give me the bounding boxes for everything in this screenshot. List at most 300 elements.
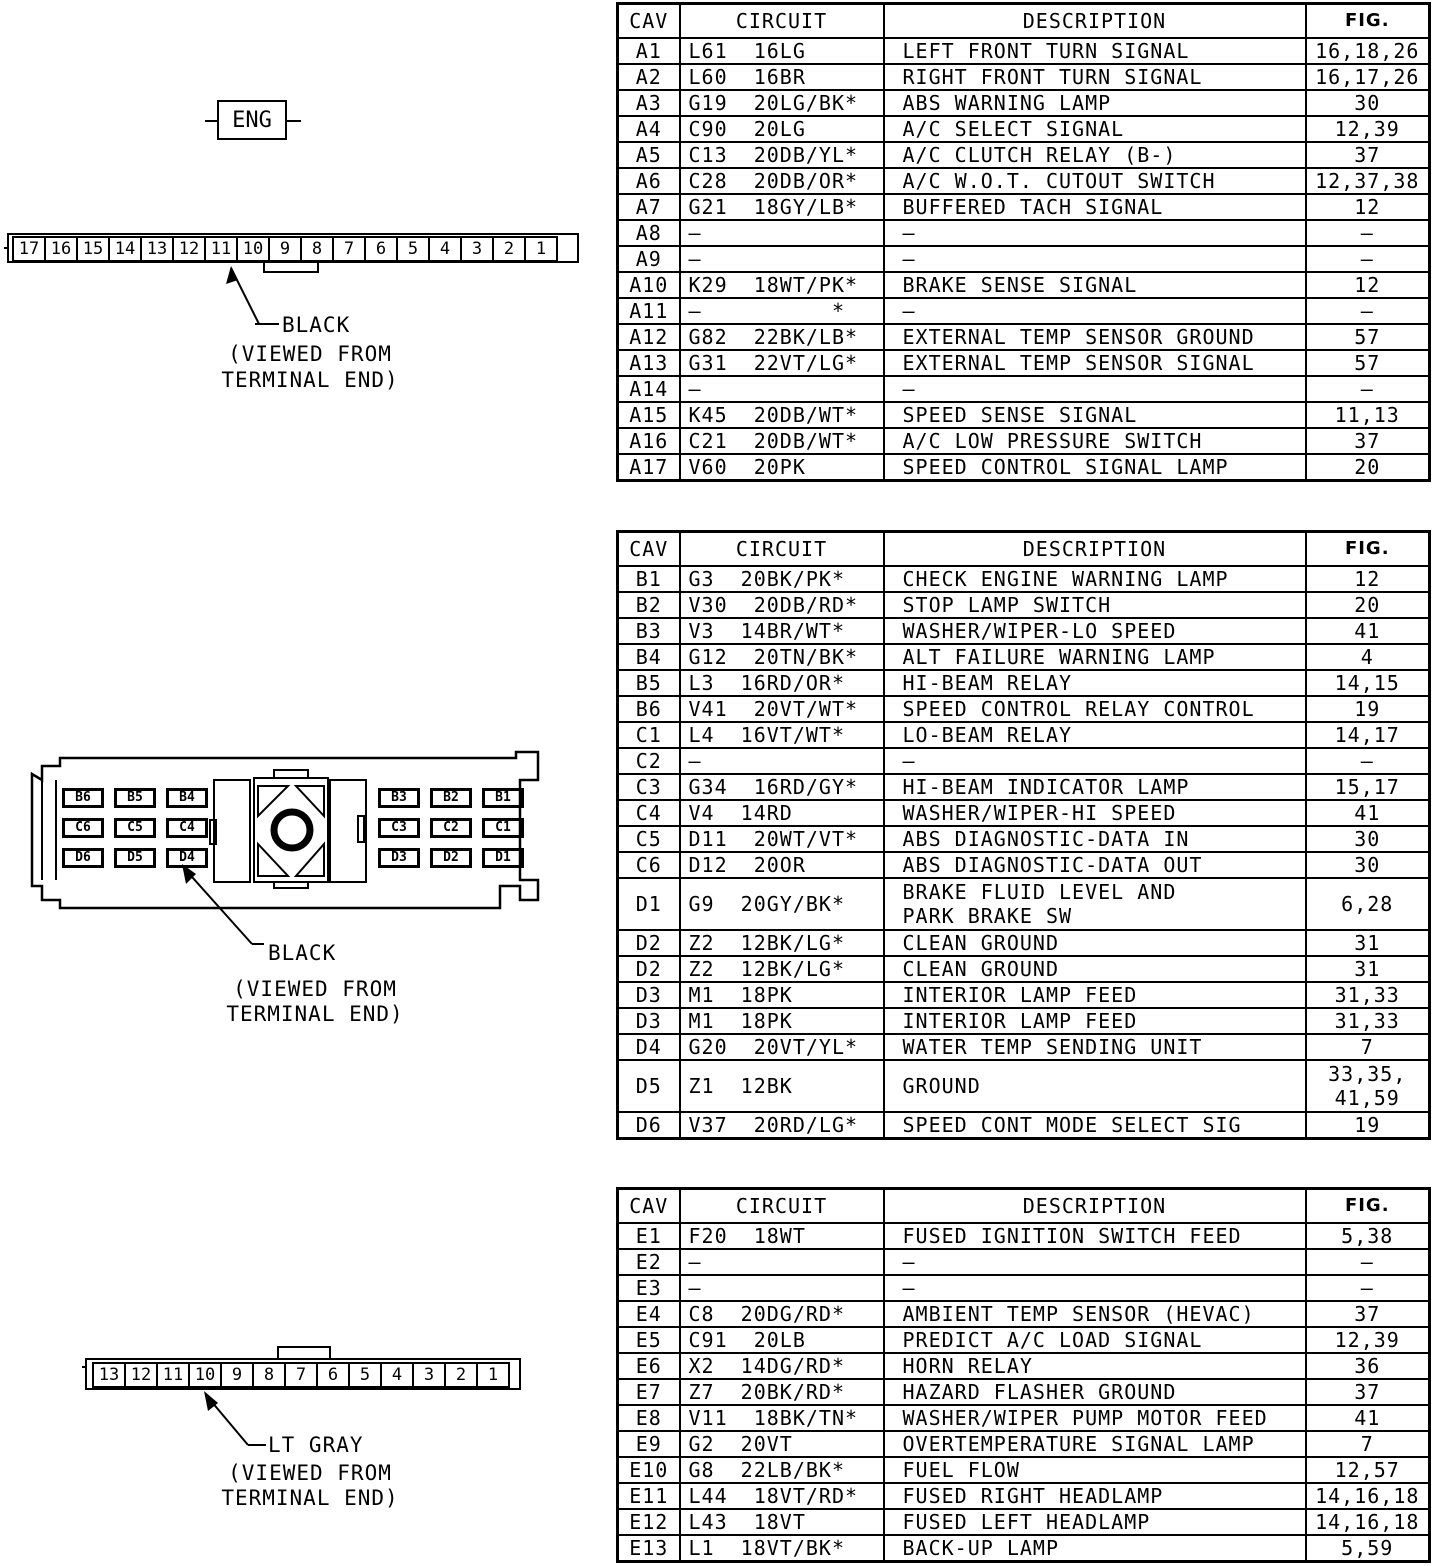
cell-circuit: K45 20DB/WT* — [680, 402, 884, 428]
header-circuit: CIRCUIT — [680, 4, 884, 39]
table-row — [618, 168, 1430, 194]
cell-circuit: C28 20DB/OR* — [680, 168, 884, 194]
cell-circuit: K29 18WT/PK* — [680, 272, 884, 298]
cell-cav: A6 — [618, 168, 680, 194]
pin-cavity: 1 — [487, 1365, 499, 1385]
cell-cav: E6 — [618, 1353, 680, 1379]
connector-3-view-1: (VIEWED FROM — [228, 1461, 392, 1485]
table-row — [618, 298, 1430, 324]
cell-cav: D3 — [618, 1008, 680, 1034]
cell-cav: E1 — [618, 1223, 680, 1249]
cell-fig: 37 — [1306, 428, 1430, 454]
connector-1-pins — [12, 236, 558, 262]
table-row — [618, 1008, 1430, 1034]
cell-circuit: G31 22VT/LG* — [680, 350, 884, 376]
cell-circuit: — — [680, 1249, 884, 1275]
cell-cav: D5 — [618, 1060, 680, 1112]
cell-cav: A13 — [618, 350, 680, 376]
cell-description: EXTERNAL TEMP SENSOR GROUND — [884, 324, 1306, 350]
cell-fig: 31,33 — [1306, 982, 1430, 1008]
cell-circuit: V11 18BK/TN* — [680, 1405, 884, 1431]
cell-description: SPEED CONT MODE SELECT SIG — [884, 1112, 1306, 1139]
table-row — [618, 246, 1430, 272]
cell-cav: D3 — [618, 982, 680, 1008]
cell-description: SPEED SENSE SIGNAL — [884, 402, 1306, 428]
cell-circuit: Z7 20BK/RD* — [680, 1379, 884, 1405]
pin-cavity: 17 — [14, 238, 46, 260]
table-row — [618, 644, 1430, 670]
cell-cav: A7 — [618, 194, 680, 220]
cell-description: FUSED LEFT HEADLAMP — [884, 1509, 1306, 1535]
cell-cav: A17 — [618, 454, 680, 481]
cell-circuit: G8 22LB/BK* — [680, 1457, 884, 1483]
pin-cavity: 12 — [126, 1364, 158, 1386]
table-row — [618, 220, 1430, 246]
cell-cav: E10 — [618, 1457, 680, 1483]
cell-fig: 12 — [1306, 272, 1430, 298]
pin-cavity: 10 — [238, 238, 270, 260]
pin-cavity: 1 — [535, 239, 547, 259]
cell-description: BUFFERED TACH SIGNAL — [884, 194, 1306, 220]
cell-fig: — — [1306, 748, 1430, 774]
header-description: DESCRIPTION — [884, 1189, 1306, 1224]
cell-cav: B2 — [618, 592, 680, 618]
cell-circuit: C21 20DB/WT* — [680, 428, 884, 454]
table-row — [618, 1483, 1430, 1509]
connector-2-color: BLACK — [268, 941, 337, 965]
cell-description: FUEL FLOW — [884, 1457, 1306, 1483]
table-row — [618, 618, 1430, 644]
pin-cavity: 13 — [94, 1364, 126, 1386]
cell-cav: E3 — [618, 1275, 680, 1301]
cell-circuit: V37 20RD/LG* — [680, 1112, 884, 1139]
connector-2-view-2: TERMINAL END) — [226, 1002, 404, 1026]
cell-cav: E4 — [618, 1301, 680, 1327]
header-description: DESCRIPTION — [884, 532, 1306, 567]
pin-cavity: 13 — [142, 238, 174, 260]
cell-fig: 5,59 — [1306, 1535, 1430, 1562]
cell-circuit: C90 20LG — [680, 116, 884, 142]
table-row — [618, 670, 1430, 696]
connector-3-color: LT GRAY — [268, 1433, 364, 1457]
cell-description: BRAKE SENSE SIGNAL — [884, 272, 1306, 298]
cell-cav: D1 — [618, 878, 680, 930]
cell-cav: B6 — [618, 696, 680, 722]
cell-description: SPEED CONTROL SIGNAL LAMP — [884, 454, 1306, 481]
header-cav: CAV — [618, 4, 680, 39]
pin-cavity: 10 — [190, 1364, 222, 1386]
cell-fig: — — [1306, 220, 1430, 246]
cell-circuit: G12 20TN/BK* — [680, 644, 884, 670]
cell-description: A/C LOW PRESSURE SWITCH — [884, 428, 1306, 454]
cell-cav: C1 — [618, 722, 680, 748]
cell-cav: C3 — [618, 774, 680, 800]
cell-description: WATER TEMP SENDING UNIT — [884, 1034, 1306, 1060]
cell-circuit: M1 18PK — [680, 1008, 884, 1034]
pinout-table-e — [616, 1187, 1431, 1563]
pin-cavity: 11 — [158, 1364, 190, 1386]
cell-circuit: L43 18VT — [680, 1509, 884, 1535]
cell-description: CLEAN GROUND — [884, 930, 1306, 956]
pin-cavity: 5 — [350, 1364, 382, 1386]
cell-circuit: G20 20VT/YL* — [680, 1034, 884, 1060]
cell-circuit: — — [680, 748, 884, 774]
table-row — [618, 1034, 1430, 1060]
cell-description: — — [884, 220, 1306, 246]
cell-circuit: V30 20DB/RD* — [680, 592, 884, 618]
cell-cav: C6 — [618, 852, 680, 878]
cell-cav: D2 — [618, 930, 680, 956]
table-row — [618, 350, 1430, 376]
table-row — [618, 800, 1430, 826]
cell-description: A/C W.O.T. CUTOUT SWITCH — [884, 168, 1306, 194]
cell-circuit: L44 18VT/RD* — [680, 1483, 884, 1509]
cavity-label: C5 — [114, 818, 156, 838]
table-row — [618, 956, 1430, 982]
cell-circuit: C8 20DG/RD* — [680, 1301, 884, 1327]
cell-circuit: D12 20OR — [680, 852, 884, 878]
cell-fig: — — [1306, 246, 1430, 272]
cell-description: EXTERNAL TEMP SENSOR SIGNAL — [884, 350, 1306, 376]
table-row — [618, 1431, 1430, 1457]
cavity-label: C6 — [62, 818, 104, 838]
header-fig: FIG. — [1306, 4, 1430, 39]
cell-circuit: G82 22BK/LB* — [680, 324, 884, 350]
table-row — [618, 194, 1430, 220]
cell-fig: 11,13 — [1306, 402, 1430, 428]
table-row — [618, 878, 1430, 930]
table-header — [618, 4, 1430, 39]
pin-cavity: 2 — [446, 1364, 478, 1386]
header-description: DESCRIPTION — [884, 4, 1306, 39]
cell-fig: 14,15 — [1306, 670, 1430, 696]
table-row — [618, 1405, 1430, 1431]
cell-cav: D4 — [618, 1034, 680, 1060]
cell-circuit: L3 16RD/OR* — [680, 670, 884, 696]
table-row — [618, 930, 1430, 956]
cell-circuit: Z1 12BK — [680, 1060, 884, 1112]
cell-cav: A4 — [618, 116, 680, 142]
cell-description: PREDICT A/C LOAD SIGNAL — [884, 1327, 1306, 1353]
cell-description: FUSED IGNITION SWITCH FEED — [884, 1223, 1306, 1249]
cell-description: — — [884, 246, 1306, 272]
cell-circuit: G21 18GY/LB* — [680, 194, 884, 220]
table-row — [618, 324, 1430, 350]
cell-circuit: G2 20VT — [680, 1431, 884, 1457]
cell-fig: 41 — [1306, 618, 1430, 644]
cavity-label: B4 — [166, 788, 208, 808]
cell-cav: E11 — [618, 1483, 680, 1509]
cell-circuit: F20 18WT — [680, 1223, 884, 1249]
cell-circuit: V41 20VT/WT* — [680, 696, 884, 722]
cell-circuit: L60 16BR — [680, 64, 884, 90]
cell-cav: A16 — [618, 428, 680, 454]
cell-cav: B1 — [618, 566, 680, 592]
cell-cav: A2 — [618, 64, 680, 90]
cell-description: ABS DIAGNOSTIC-DATA OUT — [884, 852, 1306, 878]
cell-description: ABS DIAGNOSTIC-DATA IN — [884, 826, 1306, 852]
cell-circuit: L4 16VT/WT* — [680, 722, 884, 748]
table-header — [618, 1189, 1430, 1224]
cell-cav: E12 — [618, 1509, 680, 1535]
cell-fig: 19 — [1306, 1112, 1430, 1139]
connector-3-view-2: TERMINAL END) — [221, 1486, 399, 1510]
cell-fig: 57 — [1306, 350, 1430, 376]
pin-cavity: 3 — [414, 1364, 446, 1386]
connector-2-view-1: (VIEWED FROM — [233, 977, 397, 1001]
cell-description: AMBIENT TEMP SENSOR (HEVAC) — [884, 1301, 1306, 1327]
cell-circuit: Z2 12BK/LG* — [680, 956, 884, 982]
cell-fig: 30 — [1306, 826, 1430, 852]
cell-description: BRAKE FLUID LEVEL AND PARK BRAKE SW — [884, 878, 1306, 930]
table-row — [618, 64, 1430, 90]
cell-fig: 14,16,18 — [1306, 1483, 1430, 1509]
cavity-label: D5 — [114, 848, 156, 868]
header-circuit: CIRCUIT — [680, 532, 884, 567]
cell-fig: 4 — [1306, 644, 1430, 670]
cell-fig: 20 — [1306, 592, 1430, 618]
cell-fig: 30 — [1306, 852, 1430, 878]
cell-fig: 15,17 — [1306, 774, 1430, 800]
cell-fig: — — [1306, 376, 1430, 402]
table-row — [618, 826, 1430, 852]
cell-circuit: G9 20GY/BK* — [680, 878, 884, 930]
cell-circuit: M1 18PK — [680, 982, 884, 1008]
cell-circuit: L61 16LG — [680, 38, 884, 64]
pin-cavity: 4 — [430, 238, 462, 260]
cell-fig: 14,17 — [1306, 722, 1430, 748]
table-row — [618, 982, 1430, 1008]
cell-circuit: D11 20WT/VT* — [680, 826, 884, 852]
cell-cav: A9 — [618, 246, 680, 272]
table-row — [618, 852, 1430, 878]
table-row — [618, 428, 1430, 454]
cell-description: CLEAN GROUND — [884, 956, 1306, 982]
cavity-label: B5 — [114, 788, 156, 808]
table-row — [618, 774, 1430, 800]
cavity-label: D3 — [378, 848, 420, 868]
cell-cav: E13 — [618, 1535, 680, 1562]
cavity-label: B1 — [482, 788, 524, 808]
cell-description: ABS WARNING LAMP — [884, 90, 1306, 116]
cell-description: GROUND — [884, 1060, 1306, 1112]
cavity-label: D6 — [62, 848, 104, 868]
cell-cav: E8 — [618, 1405, 680, 1431]
cell-description: CHECK ENGINE WARNING LAMP — [884, 566, 1306, 592]
pin-cavity: 9 — [222, 1364, 254, 1386]
cavity-label: C4 — [166, 818, 208, 838]
cell-fig: — — [1306, 1249, 1430, 1275]
cell-fig: 37 — [1306, 142, 1430, 168]
pin-cavity: 7 — [334, 238, 366, 260]
cell-circuit: Z2 12BK/LG* — [680, 930, 884, 956]
cell-description: HI-BEAM RELAY — [884, 670, 1306, 696]
cell-cav: E7 — [618, 1379, 680, 1405]
cell-circuit: V3 14BR/WT* — [680, 618, 884, 644]
cell-circuit: X2 14DG/RD* — [680, 1353, 884, 1379]
table-row — [618, 1353, 1430, 1379]
table-row — [618, 1275, 1430, 1301]
cell-fig: 5,38 — [1306, 1223, 1430, 1249]
cell-fig: 37 — [1306, 1379, 1430, 1405]
cell-fig: 41 — [1306, 1405, 1430, 1431]
table-header — [618, 532, 1430, 567]
cell-cav: D6 — [618, 1112, 680, 1139]
header-fig: FIG. — [1306, 1189, 1430, 1224]
cell-description: — — [884, 1249, 1306, 1275]
cell-fig: 36 — [1306, 1353, 1430, 1379]
cell-cav: E9 — [618, 1431, 680, 1457]
cell-cav: A1 — [618, 38, 680, 64]
cell-description: LEFT FRONT TURN SIGNAL — [884, 38, 1306, 64]
cell-circuit: C91 20LB — [680, 1327, 884, 1353]
table-row — [618, 1223, 1430, 1249]
cell-description: HI-BEAM INDICATOR LAMP — [884, 774, 1306, 800]
table-row — [618, 1535, 1430, 1562]
cell-description: STOP LAMP SWITCH — [884, 592, 1306, 618]
cell-description: HAZARD FLASHER GROUND — [884, 1379, 1306, 1405]
cell-cav: A14 — [618, 376, 680, 402]
cell-cav: A12 — [618, 324, 680, 350]
header-circuit: CIRCUIT — [680, 1189, 884, 1224]
cell-fig: 12,37,38 — [1306, 168, 1430, 194]
cavity-label: C3 — [378, 818, 420, 838]
cell-circuit: — — [680, 1275, 884, 1301]
cell-cav: A15 — [618, 402, 680, 428]
cell-description: HORN RELAY — [884, 1353, 1306, 1379]
cell-circuit: C13 20DB/YL* — [680, 142, 884, 168]
cell-description: RIGHT FRONT TURN SIGNAL — [884, 64, 1306, 90]
cell-fig: 12,57 — [1306, 1457, 1430, 1483]
cell-fig: 57 — [1306, 324, 1430, 350]
cavity-label: B2 — [430, 788, 472, 808]
cell-fig: — — [1306, 298, 1430, 324]
cell-circuit: — — [680, 220, 884, 246]
cell-description: WASHER/WIPER PUMP MOTOR FEED — [884, 1405, 1306, 1431]
pin-cavity: 4 — [382, 1364, 414, 1386]
table-row — [618, 116, 1430, 142]
cell-description: — — [884, 298, 1306, 324]
table-row — [618, 566, 1430, 592]
cavity-label: C2 — [430, 818, 472, 838]
cell-description: — — [884, 1275, 1306, 1301]
cell-cav: D2 — [618, 956, 680, 982]
cell-description: INTERIOR LAMP FEED — [884, 1008, 1306, 1034]
cell-circuit: L1 18VT/BK* — [680, 1535, 884, 1562]
cell-fig: 19 — [1306, 696, 1430, 722]
pin-cavity: 11 — [206, 238, 238, 260]
cell-cav: A10 — [618, 272, 680, 298]
cell-circuit: V4 14RD — [680, 800, 884, 826]
cell-fig: — — [1306, 1275, 1430, 1301]
cell-description: A/C SELECT SIGNAL — [884, 116, 1306, 142]
cavity-label: B6 — [62, 788, 104, 808]
cell-circuit: G34 16RD/GY* — [680, 774, 884, 800]
cell-description: — — [884, 748, 1306, 774]
eng-tag — [205, 100, 301, 142]
pin-cavity: 8 — [254, 1364, 286, 1386]
cell-circuit: — — [680, 376, 884, 402]
cell-description: BACK-UP LAMP — [884, 1535, 1306, 1562]
cavity-label: D1 — [482, 848, 524, 868]
cell-cav: A5 — [618, 142, 680, 168]
cell-fig: 12 — [1306, 566, 1430, 592]
cell-circuit: G19 20LG/BK* — [680, 90, 884, 116]
cell-fig: 12,39 — [1306, 116, 1430, 142]
cell-fig: 30 — [1306, 90, 1430, 116]
table-row — [618, 1060, 1430, 1112]
pin-cavity: 5 — [398, 238, 430, 260]
pin-cavity: 6 — [318, 1364, 350, 1386]
connector-1-view-1: (VIEWED FROM — [228, 342, 392, 366]
cell-description: A/C CLUTCH RELAY (B-) — [884, 142, 1306, 168]
table-row — [618, 1112, 1430, 1139]
cell-cav: A3 — [618, 90, 680, 116]
cell-fig: 7 — [1306, 1034, 1430, 1060]
eng-label: ENG — [217, 100, 287, 140]
cell-cav: A8 — [618, 220, 680, 246]
table-row — [618, 592, 1430, 618]
cell-circuit: — * — [680, 298, 884, 324]
cell-fig: 20 — [1306, 454, 1430, 481]
cell-description: — — [884, 376, 1306, 402]
cell-description: WASHER/WIPER-HI SPEED — [884, 800, 1306, 826]
table-row — [618, 1379, 1430, 1405]
table-row — [618, 1327, 1430, 1353]
cell-description: LO-BEAM RELAY — [884, 722, 1306, 748]
cell-cav: A11 — [618, 298, 680, 324]
cell-fig: 14,16,18 — [1306, 1509, 1430, 1535]
cell-fig: 31 — [1306, 956, 1430, 982]
pin-cavity: 12 — [174, 238, 206, 260]
cell-fig: 31 — [1306, 930, 1430, 956]
cell-fig: 31,33 — [1306, 1008, 1430, 1034]
cell-circuit: — — [680, 246, 884, 272]
cell-cav: C5 — [618, 826, 680, 852]
table-row — [618, 454, 1430, 481]
cell-fig: 12,39 — [1306, 1327, 1430, 1353]
pin-cavity: 15 — [78, 238, 110, 260]
table-row — [618, 90, 1430, 116]
table-row — [618, 722, 1430, 748]
pin-cavity: 3 — [462, 238, 494, 260]
cell-cav: B4 — [618, 644, 680, 670]
table-row — [618, 696, 1430, 722]
pin-cavity: 8 — [302, 238, 334, 260]
cell-description: ALT FAILURE WARNING LAMP — [884, 644, 1306, 670]
cavity-label: B3 — [378, 788, 420, 808]
cell-circuit: V60 20PK — [680, 454, 884, 481]
cell-description: OVERTEMPERATURE SIGNAL LAMP — [884, 1431, 1306, 1457]
table-row — [618, 748, 1430, 774]
cell-fig: 7 — [1306, 1431, 1430, 1457]
cell-cav: C2 — [618, 748, 680, 774]
cell-fig: 37 — [1306, 1301, 1430, 1327]
connector-1-color: BLACK — [282, 313, 351, 337]
header-cav: CAV — [618, 532, 680, 567]
connector-3-pins — [92, 1362, 510, 1388]
pinout-table-a — [616, 2, 1431, 482]
pin-cavity: 9 — [270, 238, 302, 260]
pin-cavity: 14 — [110, 238, 142, 260]
table-row — [618, 1249, 1430, 1275]
cell-fig: 33,35, 41,59 — [1306, 1060, 1430, 1112]
cell-fig: 16,17,26 — [1306, 64, 1430, 90]
cell-fig: 41 — [1306, 800, 1430, 826]
table-row — [618, 402, 1430, 428]
table-row — [618, 376, 1430, 402]
cell-fig: 6,28 — [1306, 878, 1430, 930]
